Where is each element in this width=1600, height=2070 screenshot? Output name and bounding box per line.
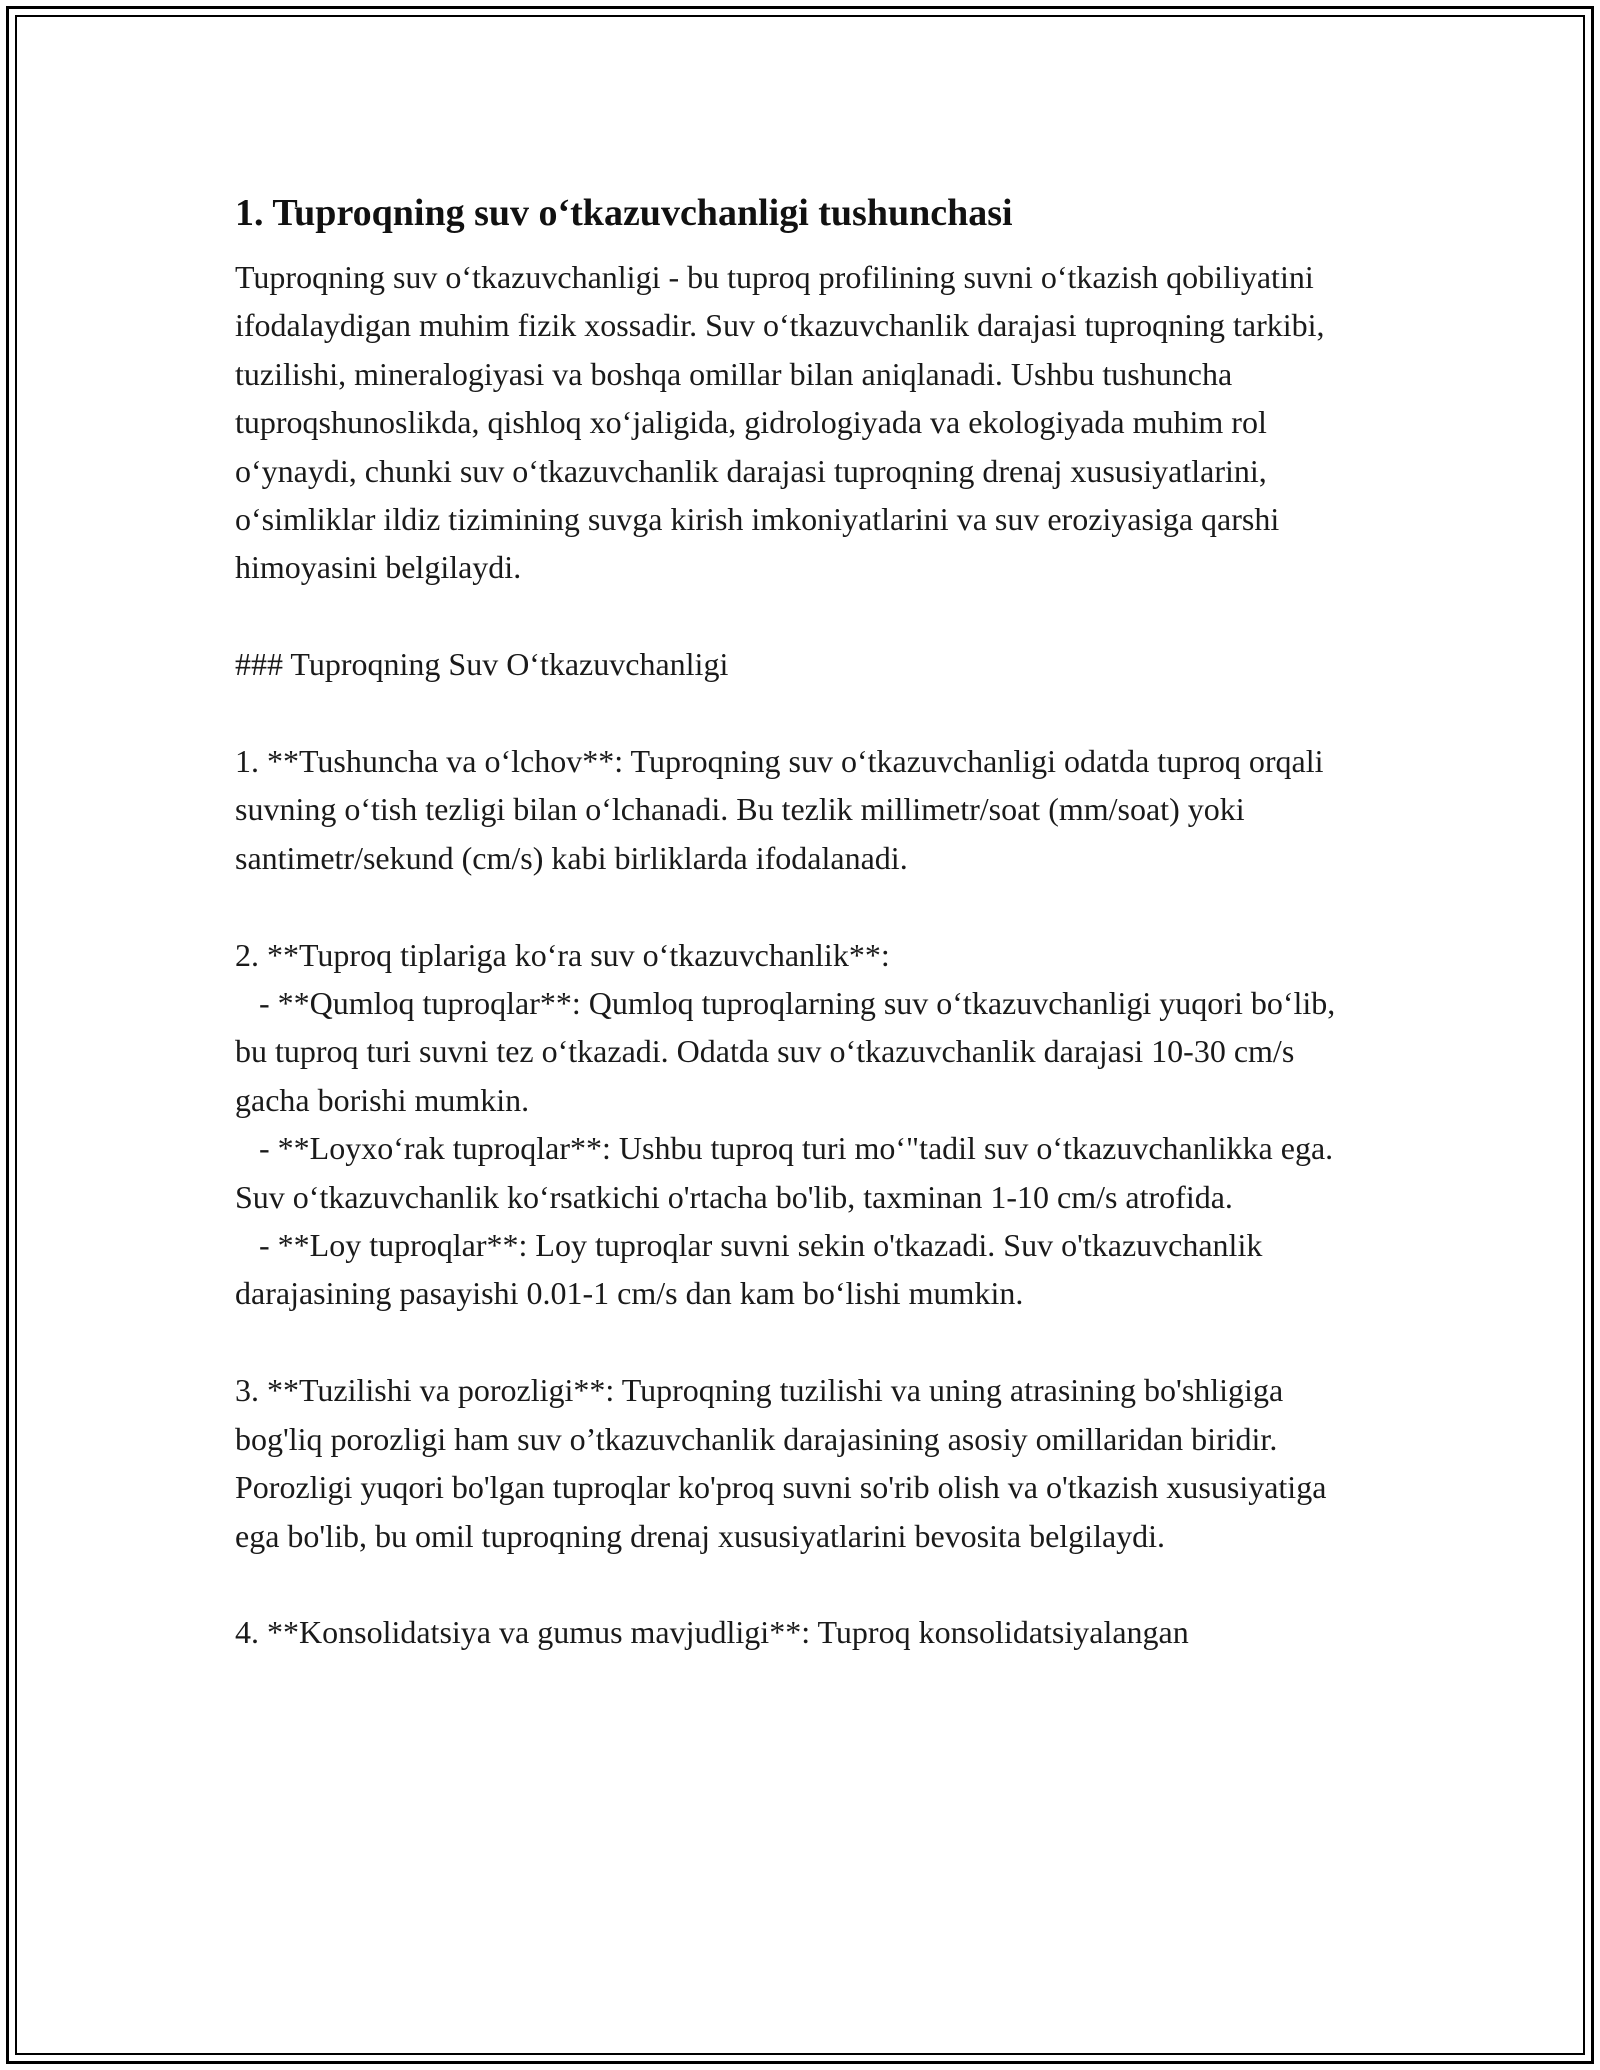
spacer	[235, 1318, 1375, 1366]
spacer	[235, 689, 1375, 737]
spacer	[235, 882, 1375, 930]
spacer	[235, 1560, 1375, 1608]
document-body	[235, 185, 1375, 1657]
document-heading: 1. Tuproqning suv o‘tkazuvchanligi tushunchasi	[235, 192, 1013, 234]
list-item-2: 2. **Tuproq tiplariga ko‘ra suv o‘tkazuvchanlik**:	[235, 936, 890, 973]
list-item-2b: - **Loyxo‘rak tuproqlar**: Ushbu tuproq turi mo‘"tadil suv o‘tkazuvchanlikka ega. Suv o‘tkazuvchanlik ko‘rsatkichi o'rtacha bo'lib, taxminan 1-10 cm/s atrofida.	[235, 1130, 1342, 1215]
intro-paragraph: Tuproqning suv o‘tkazuvchanligi - bu tuproq profilining suvni o‘tkazish qobiliyatini ifodalaydigan muhim fizik xossadir. Suv o‘tkazuvchanlik darajasi tuproqning tarkibi, tuzilishi, mineralogiyasi va boshqa omillar bilan aniqlanadi. Ushbu tushuncha tuproqshunoslikda, qishloq xo‘jaligida, gidrologiyada va ekologiyada muhim rol o‘ynaydi, chunki suv o‘tkazuvchanlik darajasi tuproqning drenaj xususiyatlarini, o‘simliklar ildiz tizimining suvga kirish imkoniyatlarini va suv eroziyasiga qarshi himoyasini belgilaydi.	[235, 259, 1333, 586]
list-item-2a: - **Qumloq tuproqlar**: Qumloq tuproqlarning suv o‘tkazuvchanligi yuqori bo‘lib, bu tuproq turi suvni tez o‘tkazadi. Odatda suv o‘tkazuvchanlik darajasi 10-30 cm/s gacha borishi mumkin.	[235, 985, 1344, 1118]
subheading-text: ### Tuproqning Suv O‘tkazuvchanligi	[235, 646, 729, 683]
list-item-4: 4. **Konsolidatsiya va gumus mavjudligi**: Tuproq konsolidatsiyalangan	[235, 1614, 1189, 1651]
list-item-3: 3. **Tuzilishi va porozligi**: Tuproqning tuzilishi va uning atrasining bo'shligiga bog'liq porozligi ham suv o’tkazuvchanlik darajasining asosiy omillaridan biridir. Porozligi yuqori bo'lgan tuproqlar ko'proq suvni so'rib olish va o'tkazish xususiyatiga ega bo'lib, bu omil tuproqning drenaj xususiyatlarini bevosita belgilaydi.	[235, 1372, 1335, 1554]
list-item-2c: - **Loy tuproqlar**: Loy tuproqlar suvni sekin o'tkazadi. Suv o'tkazuvchanlik darajasining pasayishi 0.01-1 cm/s dan kam bo‘lishi mumkin.	[235, 1227, 1271, 1312]
list-item-1: 1. **Tushuncha va o‘lchov**: Tuproqning suv o‘tkazuvchanligi odatda tuproq orqali suvning o‘tish tezligi bilan o‘lchanadi. Bu tezlik millimetr/soat (mm/soat) yoki santimetr/sekund (cm/s) kabi birliklarda ifodalanadi.	[235, 743, 1332, 876]
spacer	[235, 592, 1375, 640]
